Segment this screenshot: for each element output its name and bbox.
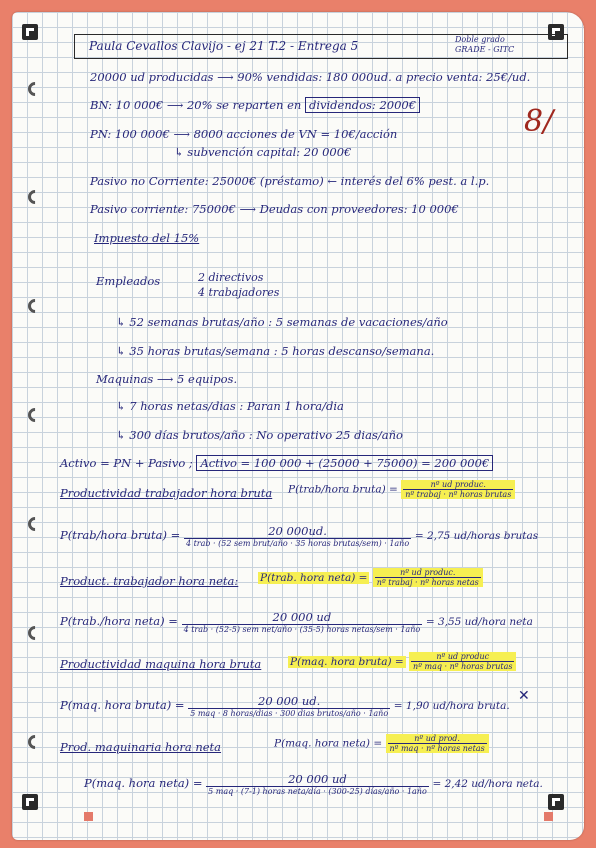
calc-trab-bruta: P(trab/hora bruta) = $\frac{20 000ud.}{\text{4 trab · (52 sem brut/año · 35 horas brutas/sem) · 1año}}$ = 2,75 ud/horas brutas bbox=[60, 524, 539, 548]
line-production: 20000 ud producidas ⟶ 90% vendidas: 180 000ud. a precio venta: 25€/ud. bbox=[90, 70, 531, 84]
red-square-right bbox=[544, 812, 553, 821]
empleados-label: Empleados bbox=[96, 274, 161, 288]
page-header bbox=[74, 34, 568, 59]
line-pasivo-c: Pasivo corriente: 75000€ ⟶ Deudas con proveedores: 10 000€ bbox=[90, 202, 459, 216]
empleados-directivos: 2 directivos bbox=[198, 271, 264, 284]
grade-mark: 8/ bbox=[524, 104, 554, 139]
empleados-horas: ↳ 35 horas brutas/semana : 5 horas descanso/semana. bbox=[116, 344, 435, 358]
maquinas-horas: ↳ 7 horas netas/dias : Paran 1 hora/dia bbox=[116, 399, 344, 413]
cross-mark: ✕ bbox=[518, 688, 530, 704]
empleados-semanas: ↳ 52 semanas brutas/año : 5 semanas de vacaciones/año bbox=[116, 315, 448, 329]
binder-hole bbox=[25, 623, 45, 643]
corner-marker-bottom-right bbox=[548, 794, 564, 810]
formula-trab-neta: P(trab. hora neta) = $\frac{\text{nº ud produc.}}{\text{nº trabaj · nº horas netas}}$ bbox=[258, 568, 483, 587]
notebook-page bbox=[12, 12, 584, 840]
section-title-trab-neta: Product. trabajador hora neta: bbox=[60, 574, 239, 588]
section-title-maq-neta: Prod. maquinaria hora neta bbox=[60, 740, 222, 754]
calc-maq-bruta: P(maq. hora bruta) = $\frac{20 000 ud.}{\text{5 maq · 8 horas/dias · 300 dias brutos/año · 1año}}$ = 1,90 ud/hora bruta. bbox=[60, 694, 510, 718]
calc-trab-neta: P(trab./hora neta) = $\frac{20 000 ud}{\text{4 trab · (52-5) sem net/año · (35-5) horas netas/sem · 1año}}$ = 3,55 ud/hora neta bbox=[60, 610, 533, 634]
section-title-maq-bruta: Productividad maquina hora bruta bbox=[60, 657, 262, 671]
binder-hole bbox=[25, 187, 45, 207]
binder-hole bbox=[25, 732, 45, 752]
line-pasivo-nc: Pasivo no Corriente: 25000€ (préstamo) ← interés del 6% pest. a l.p. bbox=[90, 174, 490, 188]
maquinas-label: Maquinas ⟶ 5 equipos. bbox=[96, 372, 238, 386]
line-subvencion: ↳ subvención capital: 20 000€ bbox=[174, 145, 352, 159]
corner-marker-bottom-left bbox=[22, 794, 38, 810]
binder-hole bbox=[25, 79, 45, 99]
binder-hole bbox=[25, 514, 45, 534]
corner-marker-top-left bbox=[22, 24, 38, 40]
binder-hole bbox=[25, 296, 45, 316]
activo-line: Activo = PN + Pasivo ; Activo = 100 000 + (25000 + 75000) = 200 000€ bbox=[60, 456, 493, 470]
line-impuesto: Impuesto del 15% bbox=[94, 231, 200, 245]
formula-trab-bruta: P(trab/hora bruta) = $\frac{\text{nº ud produc.}}{\text{nº trabaj · nº horas brutas}}$ bbox=[288, 480, 515, 499]
empleados-trabajadores: 4 trabajadores bbox=[198, 286, 280, 299]
degree-label: Doble grado GRADE - GITC bbox=[455, 35, 515, 54]
formula-maq-neta: P(maq. hora neta) = $\frac{\text{nº ud prod.}}{\text{nº maq · nº horas netas}}$ bbox=[274, 734, 489, 753]
line-bn: BN: 10 000€ ⟶ 20% se reparten en dividendos: 2000€ bbox=[90, 98, 420, 112]
line-pn: PN: 100 000€ ⟶ 8000 acciones de VN = 10€/acción bbox=[90, 127, 398, 141]
formula-maq-bruta: P(maq. hora bruta) = $\frac{\text{nº ud produc}}{\text{nº maq · nº horas brutas}}$ bbox=[288, 652, 516, 671]
calc-maq-neta: P(maq. hora neta) = $\frac{20 000 ud}{\text{5 maq · (7-1) horas neta/día · (300-25) días/año · 1año}}$ = 2,42 ud/hora neta. bbox=[84, 772, 543, 796]
student-name: Paula Cevallos Clavijo - ej 21 T.2 - Entrega 5 bbox=[89, 39, 359, 53]
maquinas-dias: ↳ 300 días brutos/año : No operativo 25 dias/año bbox=[116, 428, 403, 442]
binder-hole bbox=[25, 405, 45, 425]
red-square-left bbox=[84, 812, 93, 821]
section-title-trab-bruta: Productividad trabajador hora bruta bbox=[60, 486, 273, 500]
